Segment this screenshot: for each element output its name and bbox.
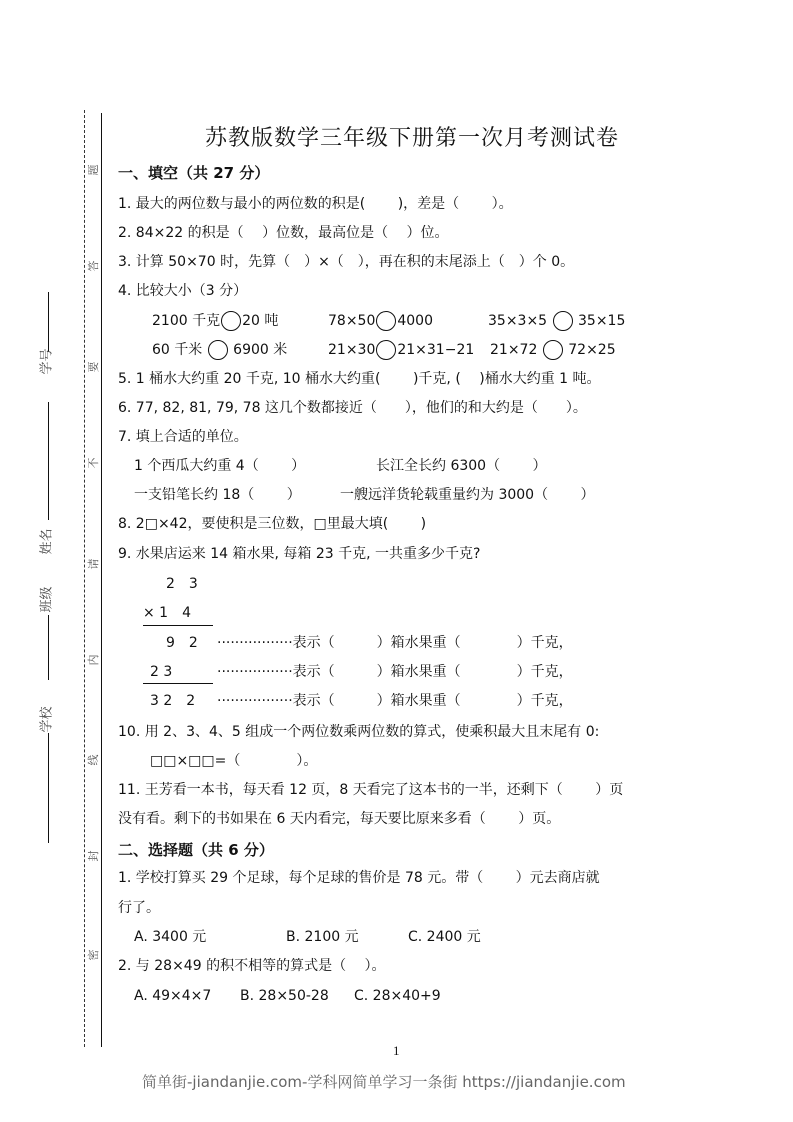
- seal-char: 要: [87, 361, 100, 373]
- compare-left: 35×3×5: [488, 313, 548, 329]
- unit-item: 一支铅笔长约 18（ ）: [134, 487, 301, 503]
- seal-char: 题: [87, 164, 100, 176]
- compare-item: [328, 340, 474, 360]
- option-b[interactable]: B. 2100 元: [286, 929, 359, 945]
- compare-right: 20 吨: [242, 313, 279, 329]
- compare-circle[interactable]: [208, 340, 228, 360]
- question-2: 2. 84×22 的积是（ ）位数，最高位是（ ）位。: [118, 225, 449, 241]
- seal-char: 请: [87, 558, 100, 570]
- page-title: 苏教版数学三年级下册第一次月考测试卷: [205, 126, 620, 151]
- partial-product-2: 2 3: [150, 664, 173, 680]
- compare-left: 21×72: [490, 342, 538, 358]
- question-10-formula: □□×□□=（ ）。: [150, 753, 318, 769]
- multiply-rule: [143, 625, 213, 626]
- question-11-line1: 11. 王芳看一本书，每天看 12 页，8 天看完了这本书的一半，还剩下（ ）页: [118, 782, 624, 798]
- seal-char: 线: [87, 754, 100, 766]
- choice-question-1: 1. 学校打算买 29 个足球，每个足球的售价是 78 元。带（ ）元去商店就: [118, 870, 600, 886]
- name-line[interactable]: [48, 402, 49, 520]
- unit-item: 长江全长约 6300（ ）: [376, 458, 547, 474]
- compare-right: 6900 米: [233, 342, 288, 358]
- question-9-label: 9. 水果店运来 14 箱水果, 每箱 23 千克, 一共重多少千克?: [118, 546, 481, 562]
- partial-product-1: 9 2: [166, 635, 198, 651]
- question-1: 1. 最大的两位数与最小的两位数的积是( )，差是（ ）。: [118, 196, 513, 212]
- question-7-label: 7. 填上合适的单位。: [118, 429, 248, 445]
- compare-right: 21×31−21: [397, 342, 475, 358]
- choice-question-1-cont: 行了。: [118, 900, 160, 916]
- page-number: 1: [393, 1043, 400, 1058]
- name-label: 姓名: [39, 528, 55, 555]
- option-b[interactable]: B. 28×50-28: [240, 988, 329, 1004]
- compare-circle[interactable]: [376, 311, 396, 331]
- option-a[interactable]: A. 3400 元: [134, 929, 207, 945]
- compare-circle[interactable]: [221, 311, 241, 331]
- compare-right: 4000: [397, 313, 433, 329]
- explain-line: ·················表示（ ）箱水果重（ ）千克，: [217, 693, 573, 709]
- compare-left: 78×50: [328, 313, 376, 329]
- compare-right: 72×25: [568, 342, 616, 358]
- seal-char: 答: [87, 260, 100, 272]
- binding-dashed-line: [84, 110, 85, 1047]
- explain-line: ·················表示（ ）箱水果重（ ）千克，: [217, 635, 573, 651]
- seal-char: 密: [87, 949, 100, 961]
- binding-solid-line: [101, 113, 102, 1047]
- student-id-label: 学号: [39, 348, 55, 375]
- compare-left: 60 千米: [152, 342, 203, 358]
- compare-item: [152, 311, 278, 331]
- choice-question-2: 2. 与 28×49 的积不相等的算式是（ ）。: [118, 958, 386, 974]
- school-line[interactable]: [48, 733, 49, 843]
- compare-circle[interactable]: [553, 311, 573, 331]
- product-result: 3 2 2: [150, 693, 196, 709]
- compare-right: 35×15: [578, 313, 626, 329]
- class-line[interactable]: [48, 615, 49, 680]
- section1-heading: 一、填空（共 27 分）: [118, 164, 270, 182]
- question-8: 8. 2□×42，要使积是三位数，□里最大填( ): [118, 516, 427, 532]
- section2-heading: 二、选择题（共 6 分）: [118, 841, 274, 859]
- option-c[interactable]: C. 2400 元: [408, 929, 481, 945]
- question-3: 3. 计算 50×70 时，先算（ ）×（ ），再在积的末尾添上（ ）个 0。: [118, 254, 575, 270]
- seal-char: 封: [87, 850, 100, 862]
- explain-line: ·················表示（ ）箱水果重（ ）千克，: [217, 664, 573, 680]
- unit-item: 一艘远洋货轮载重量约为 3000（ ）: [340, 487, 595, 503]
- question-6: 6. 77, 82, 81, 79, 78 这几个数都接近（ ），他们的和大约是（ ）。: [118, 400, 587, 416]
- question-10-label: 10. 用 2、3、4、5 组成一个两位数乘两位数的算式，使乘积最大且末尾有 0:: [118, 724, 600, 740]
- question-11-line2: 没有看。剩下的书如果在 6 天内看完，每天要比原来多看（ ）页。: [118, 811, 561, 827]
- question-4-label: 4. 比较大小（3 分）: [118, 283, 248, 299]
- seal-char: 不: [87, 457, 100, 469]
- compare-item: [152, 340, 287, 360]
- option-c[interactable]: C. 28×40+9: [354, 988, 441, 1004]
- compare-left: 2100 千克: [152, 313, 221, 329]
- option-a[interactable]: A. 49×4×7: [134, 988, 212, 1004]
- multiplicand: 2 3: [166, 576, 198, 592]
- seal-char: 内: [87, 654, 100, 666]
- compare-left: 21×30: [328, 342, 376, 358]
- compare-circle[interactable]: [543, 340, 563, 360]
- compare-item: [488, 311, 625, 331]
- multiplier: × 1 4: [143, 605, 191, 621]
- sum-rule: [143, 683, 213, 684]
- compare-item: [328, 311, 433, 331]
- compare-circle[interactable]: [376, 340, 396, 360]
- class-label: 班级: [39, 586, 55, 613]
- school-label: 学校: [39, 706, 55, 733]
- student-id-line[interactable]: [48, 292, 49, 352]
- unit-item: 1 个西瓜大约重 4（ ）: [134, 458, 306, 474]
- compare-item: [490, 340, 616, 360]
- footer-watermark: 简单街-jiandanjie.com-学科网简单学习一条街 https://jiandanjie.com: [142, 1073, 626, 1091]
- question-5: 5. 1 桶水大约重 20 千克, 10 桶水大约重( )千克, ( )桶水大约重 1 吨。: [118, 371, 601, 387]
